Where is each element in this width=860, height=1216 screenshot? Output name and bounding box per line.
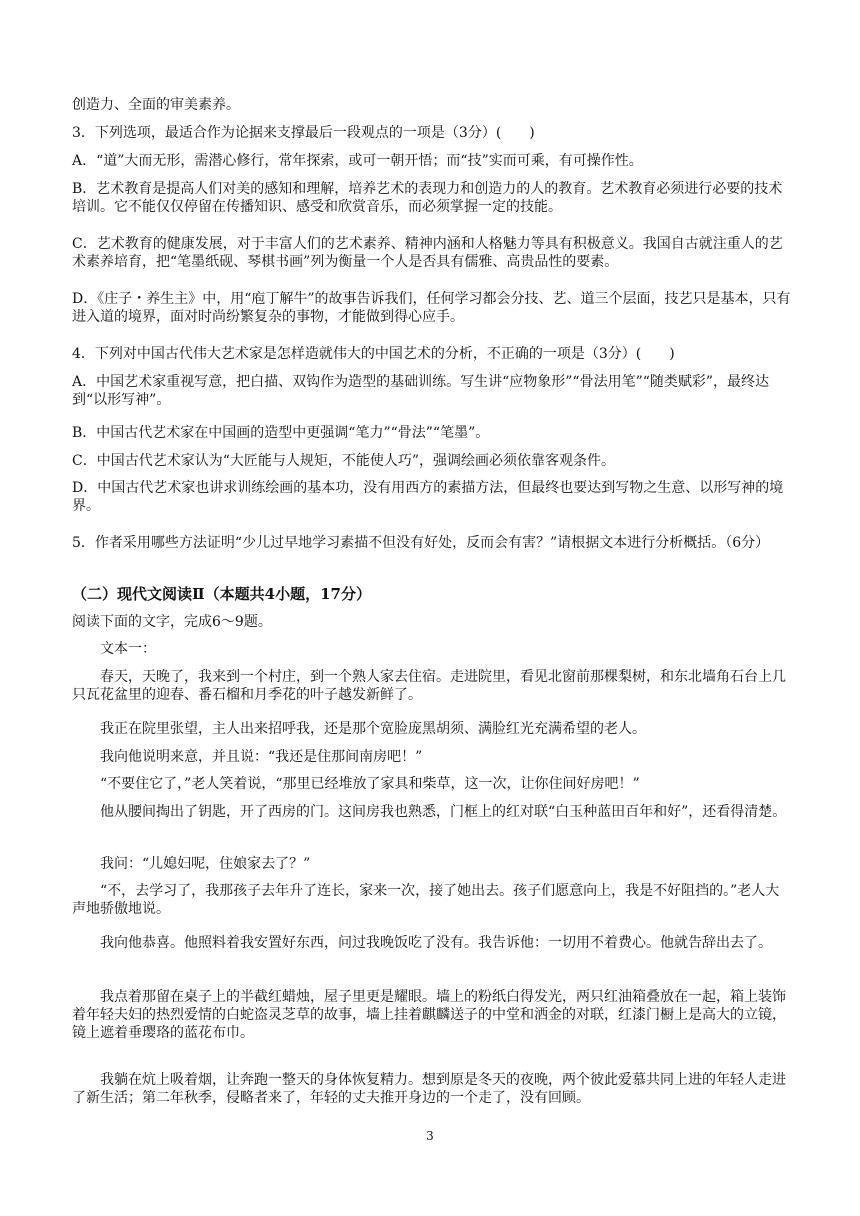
passage-paragraph: “不，去学习了，我那孩子去年升了连长，家来一次，接了她出去。孩子们愿意向上，我是不好阻挡的。”老人大声地骄傲地说。 [72,883,780,917]
passage-paragraph: 春天，天晚了，我来到一个村庄，到一个熟人家去住宿。走进院里，看见北窗前那棵梨树，和东北墙角石台上几只瓦花盆里的迎春、番石榴和月季花的叶子越发新鲜了。 [72,669,786,703]
question-5: 5．作者采用哪些方法证明“少儿过早地学习素描不但没有好处，反而会有害？”请根据文本进行分析概括。（6分） [72,535,770,551]
passage-paragraph: “不要住它了，”老人笑着说，“那里已经堆放了家具和柴草，这一次，让你住间好房吧！” [100,776,640,792]
passage-paragraph: 我问：“儿媳妇呢，住娘家去了？” [100,856,311,872]
question-4-option-a: A．中国艺术家重视写意，把白描、双钩作为造型的基础训练。写生讲“应物象形”“骨法用笔”“随类赋彩”，最终达到“以形写神”。 [72,374,770,408]
passage-paragraph: 我向他恭喜。他照料着我安置好东西，问过我晚饭吃了没有。我告诉他：一切用不着费心。他就告辞出去了。 [100,935,772,951]
question-3-stem: 3．下列选项，最适合作为论据来支撑最后一段观点的一项是（3分）( ) [72,125,535,141]
question-3-option-a: A．“道”大而无形，需潜心修行，常年探索，或可一朝开悟；而“技”实而可乘，有可操作性。 [72,153,643,169]
text-line: 创造力、全面的审美素养。 [72,97,240,113]
question-4-option-d: D．中国古代艺术家也讲求训练绘画的基本功，没有用西方的素描方法，但最终也要达到写物之生意、以形写神的境界。 [72,480,784,514]
question-3-option-c: C．艺术教育的健康发展，对于丰富人们的艺术素养、精神内涵和人格魅力等具有积极意义。我国自古就注重人的艺术素养培育，把“笔墨纸砚、琴棋书画”列为衡量一个人是否具有儒雅、高贵品性的要素。 [72,236,783,270]
passage-paragraph: 我躺在炕上吸着烟，让奔跑一整天的身体恢复精力。想到原是冬天的夜晚，两个彼此爱慕共同上进的年轻人走进了新生活；第二年秋季，侵略者来了，年轻的丈夫推开身边的一个走了，没有回顾。 [72,1072,786,1106]
question-4-option-c: C．中国古代艺术家认为“大匠能与人规矩，不能使人巧”，强调绘画必须依靠客观条件。 [72,453,616,469]
section-heading: （二）现代文阅读Ⅱ（本题共4小题，17分） [72,585,371,603]
passage-paragraph: 我点着那留在桌子上的半截红蜡烛，屋子里更是耀眼。墙上的粉纸白得发光，两只红油箱叠放在一起，箱上装饰着年轻夫妇的热烈爱情的白蛇盗灵芝草的故事，墙上挂着麒麟送子的中堂和洒金的对联，红漆门橱上是高大的立镜，镜上遮着垂璎珞的蓝花布巾。 [72,989,786,1041]
passage-paragraph: 我向他说明来意，并且说：“我还是住那间南房吧！” [100,749,423,765]
text-one-label: 文本一： [100,641,156,657]
question-4-option-b: B．中国古代艺术家在中国画的造型中更强调“笔力”“骨法”“笔墨”。 [72,425,490,441]
question-4-stem: 4．下列对中国古代伟大艺术家是怎样造就伟大的中国艺术的分析，不正确的一项是（3分）( ) [72,346,675,362]
question-3-option-b: B．艺术教育是提高人们对美的感知和理解，培养艺术的表现力和创造力的人的教育。艺术教育必须进行必要的技术培训。它不能仅仅停留在传播知识、感受和欣赏音乐，而必须掌握一定的技能。 [72,181,783,215]
passage-paragraph: 他从腰间掏出了钥匙，开了西房的门。这间房我也熟悉，门框上的红对联“白玉种蓝田百年和好”，还看得清楚。 [100,804,787,820]
page-number: 3 [426,1129,434,1143]
reading-instruction: 阅读下面的文字，完成6～9题。 [72,614,272,630]
passage-paragraph: 我正在院里张望，主人出来招呼我，还是那个宽脸庞黑胡须、满脸红光充满希望的老人。 [100,721,646,737]
question-3-option-d: D．《庄子・养生主》中，用“庖丁解牛”的故事告诉我们，任何学习都会分技、艺、道三个层面，技艺只是基本，只有进入道的境界，面对时尚纷繁复杂的事物，才能做到得心应手。 [72,291,791,325]
